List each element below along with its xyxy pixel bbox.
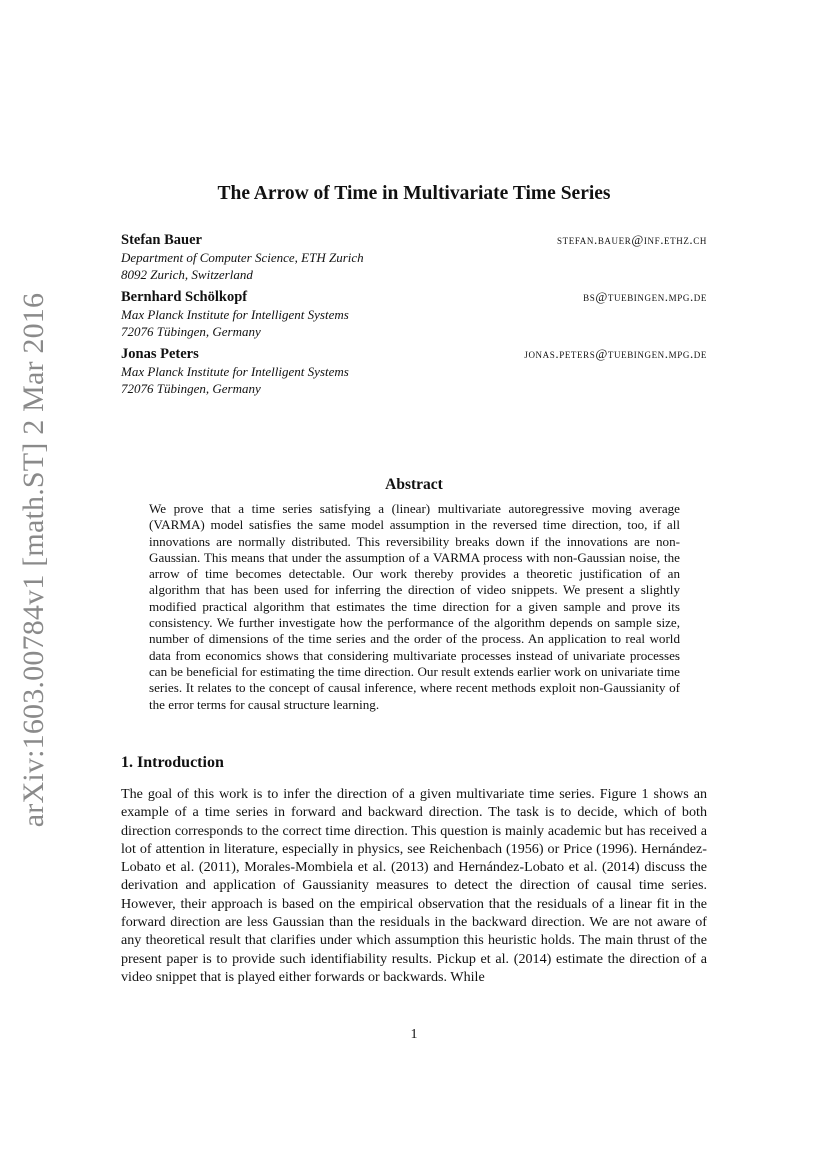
author-email[interactable]: jonas.peters@tuebingen.mpg.de xyxy=(524,346,707,361)
section-heading-introduction: 1. Introduction xyxy=(121,754,224,771)
author-email[interactable]: stefan.bauer@inf.ethz.ch xyxy=(557,232,707,247)
author-block-1 xyxy=(121,231,707,283)
author-affiliation: Max Planck Institute for Intelligent Systems xyxy=(121,307,349,322)
abstract-text: We prove that a time series satisfying a (linear) multivariate autoregressive moving average (VARMA) model satisfies the same model assumption in the reversed time direction, too, if all innovations are normally distributed. This reversibility breaks down if the innovations are non-Gaussian. This means that under the assumption of a VARMA process with non-Gaussian noise, the arrow of time becomes detectable. Our work thereby provides a theoretic justification of an algorithm that has been used for inferring the direction of video snippets. We present a slightly modified practical algorithm that estimates the time direction for a given sample and prove its consistency. We further investigate how the performance of the algorithm depends on sample size, number of dimensions of the time series and the order of the process. An application to real world data from economics shows that considering multivariate processes instead of univariate processes can be beneficial for estimating the time direction. Our result extends earlier work on univariate time series. It relates to the concept of causal inference, where recent methods exploit non-Gaussianity of the error terms for causal structure learning. xyxy=(149,501,680,712)
author-affiliation-address: 8092 Zurich, Switzerland xyxy=(121,267,253,282)
abstract-heading: Abstract xyxy=(385,476,443,493)
author-affiliation: Max Planck Institute for Intelligent Systems xyxy=(121,364,349,379)
page-number: 1 xyxy=(410,1027,418,1042)
author-affiliation-address: 72076 Tübingen, Germany xyxy=(121,324,261,339)
introduction-paragraph: The goal of this work is to infer the direction of a given multivariate time series. Figure 1 shows an example of a time series in forward and backward direction. The task is to decide, which of both direction corresponds to the correct time direction. This question is mainly academic but has received a lot of attention in literature, especially in physics, see Reichenbach (1956) or Price (1996). Hernández-Lobato et al. (2011), Morales-Mombiela et al. (2013) and Hernández-Lobato et al. (2014) discuss the derivation and application of Gaussianity measures to detect the direction of causal time series. However, their approach is based on the empirical observation that the residuals of a linear fit in the forward direction are less Gaussian than the residuals in the backward direction. We are not aware of any theoretical result that clarifies under which assumption this heuristic holds. The main thrust of the present paper is to provide such identifiability results. Pickup et al. (2014) estimate the direction of a video snippet that is played either forwards or backwards. While xyxy=(121,786,707,985)
paper-title: The Arrow of Time in Multivariate Time Series xyxy=(217,183,611,204)
arxiv-identifier-stamp xyxy=(6,292,62,828)
author-affiliation: Department of Computer Science, ETH Zurich xyxy=(121,250,364,265)
author-affiliation-address: 72076 Tübingen, Germany xyxy=(121,381,261,396)
author-name: Stefan Bauer xyxy=(121,232,202,248)
author-email[interactable]: bs@tuebingen.mpg.de xyxy=(583,289,707,304)
author-block-3 xyxy=(121,345,707,397)
arxiv-identifier-text: arXiv:1603.00784v1 [math.ST] 2 Mar 2016 xyxy=(17,292,50,828)
author-block-2 xyxy=(121,288,707,340)
author-name: Bernhard Schölkopf xyxy=(121,289,248,305)
author-name: Jonas Peters xyxy=(121,346,199,362)
